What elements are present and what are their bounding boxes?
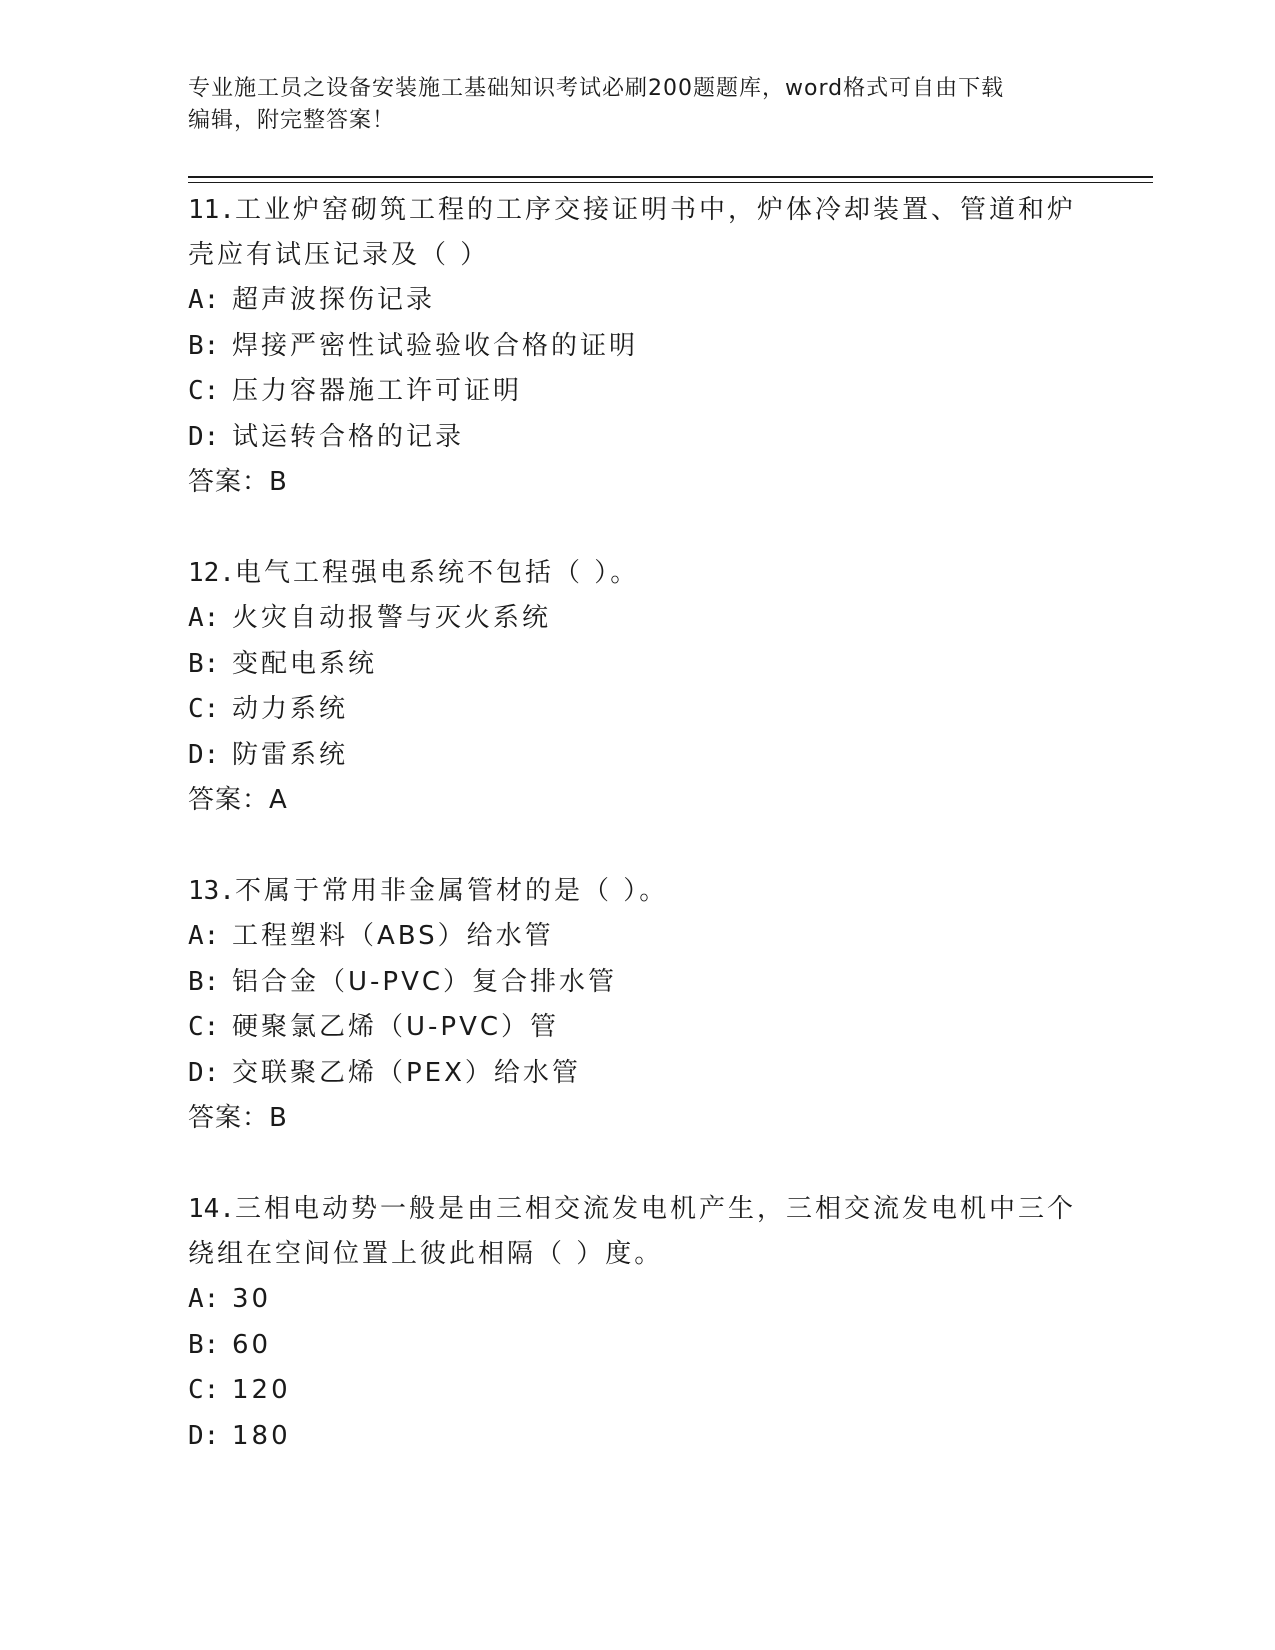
option-key: C: [188,1012,220,1042]
header-line-1: 专业施工员之设备安装施工基础知识考试必刷200题题库，word格式可自由下载 [188,76,1005,101]
answer-line: 答案：B [188,467,288,497]
option-c [188,369,1088,415]
header-divider-thin [188,182,1153,183]
option-a [188,1277,1088,1323]
question-11 [188,188,1088,504]
questions-list [188,188,1088,1459]
answer-line: 答案：A [188,785,288,815]
option-key: A: [188,1284,220,1314]
option-text: 交联聚乙烯（PEX）给水管 [232,1057,581,1088]
option-key: B: [188,1329,220,1360]
question-spacer [188,822,1088,869]
question-14 [188,1187,1088,1459]
option-key: D: [188,421,220,452]
option-a [188,914,1088,960]
option-text: 120 [232,1375,291,1405]
option-b [188,642,1088,688]
option-key: D: [188,1420,220,1451]
option-c [188,1368,1088,1414]
option-c [188,1005,1088,1051]
question-stem-line-1: 三相电动势一般是由三相交流发电机产生，三相交流发电机中三个 [234,1194,1076,1224]
question-stem [188,1187,1088,1232]
question-stem [188,188,1088,233]
question-number: 11. [188,195,235,225]
option-b [188,324,1088,370]
question-number: 13. [188,876,235,906]
option-b [188,1323,1088,1369]
option-d [188,415,1088,461]
option-text: 试运转合格的记录 [232,421,465,452]
option-a [188,278,1088,324]
option-key: B: [188,648,220,679]
option-key: C: [188,694,220,724]
option-text: 铝合金（U-PVC）复合排水管 [232,966,618,997]
option-text: 变配电系统 [232,648,378,679]
question-stem-line-1: 工业炉窑砌筑工程的工序交接证明书中，炉体冷却装置、管道和炉 [234,195,1076,225]
option-text: 30 [232,1284,272,1314]
option-d [188,1051,1088,1097]
document-header [188,73,1068,137]
question-number: 12. [188,558,235,588]
option-text: 超声波探伤记录 [232,285,436,315]
option-text: 60 [232,1329,272,1360]
option-d [188,1414,1088,1460]
option-key: C: [188,1375,220,1405]
option-key: C: [188,376,220,406]
option-text: 动力系统 [232,694,349,724]
question-stem-line-2: 绕组在空间位置上彼此相隔（ ）度。 [188,1239,664,1269]
header-divider-thick [188,176,1153,178]
option-text: 工程塑料（ABS）给水管 [232,921,554,951]
option-key: A: [188,285,220,315]
question-13 [188,869,1088,1140]
header-line-2: 编辑，附完整答案！ [188,108,396,133]
question-spacer [188,504,1088,551]
option-key: D: [188,1057,220,1088]
option-key: B: [188,966,220,997]
question-number: 14. [188,1194,235,1224]
option-key: A: [188,921,220,951]
question-stem-line-1: 电气工程强电系统不包括（ ）。 [234,558,640,588]
option-d [188,733,1088,779]
option-text: 180 [232,1420,291,1451]
question-spacer [188,1140,1088,1187]
option-text: 防雷系统 [232,739,349,770]
answer-line: 答案：B [188,1103,288,1133]
option-text: 压力容器施工许可证明 [232,376,523,406]
question-stem-line-1: 不属于常用非金属管材的是（ ）。 [234,876,669,906]
option-a [188,596,1088,642]
question-stem-line-2: 壳应有试压记录及（ ） [188,240,490,270]
option-c [188,687,1088,733]
option-key: B: [188,330,220,361]
option-text: 硬聚氯乙烯（U-PVC）管 [232,1012,560,1042]
option-text: 火灾自动报警与灭火系统 [232,603,552,633]
option-key: A: [188,603,220,633]
option-text: 焊接严密性试验验收合格的证明 [232,330,639,361]
question-stem [188,869,1088,914]
option-b [188,960,1088,1006]
question-12 [188,551,1088,822]
option-key: D: [188,739,220,770]
question-stem [188,551,1088,596]
